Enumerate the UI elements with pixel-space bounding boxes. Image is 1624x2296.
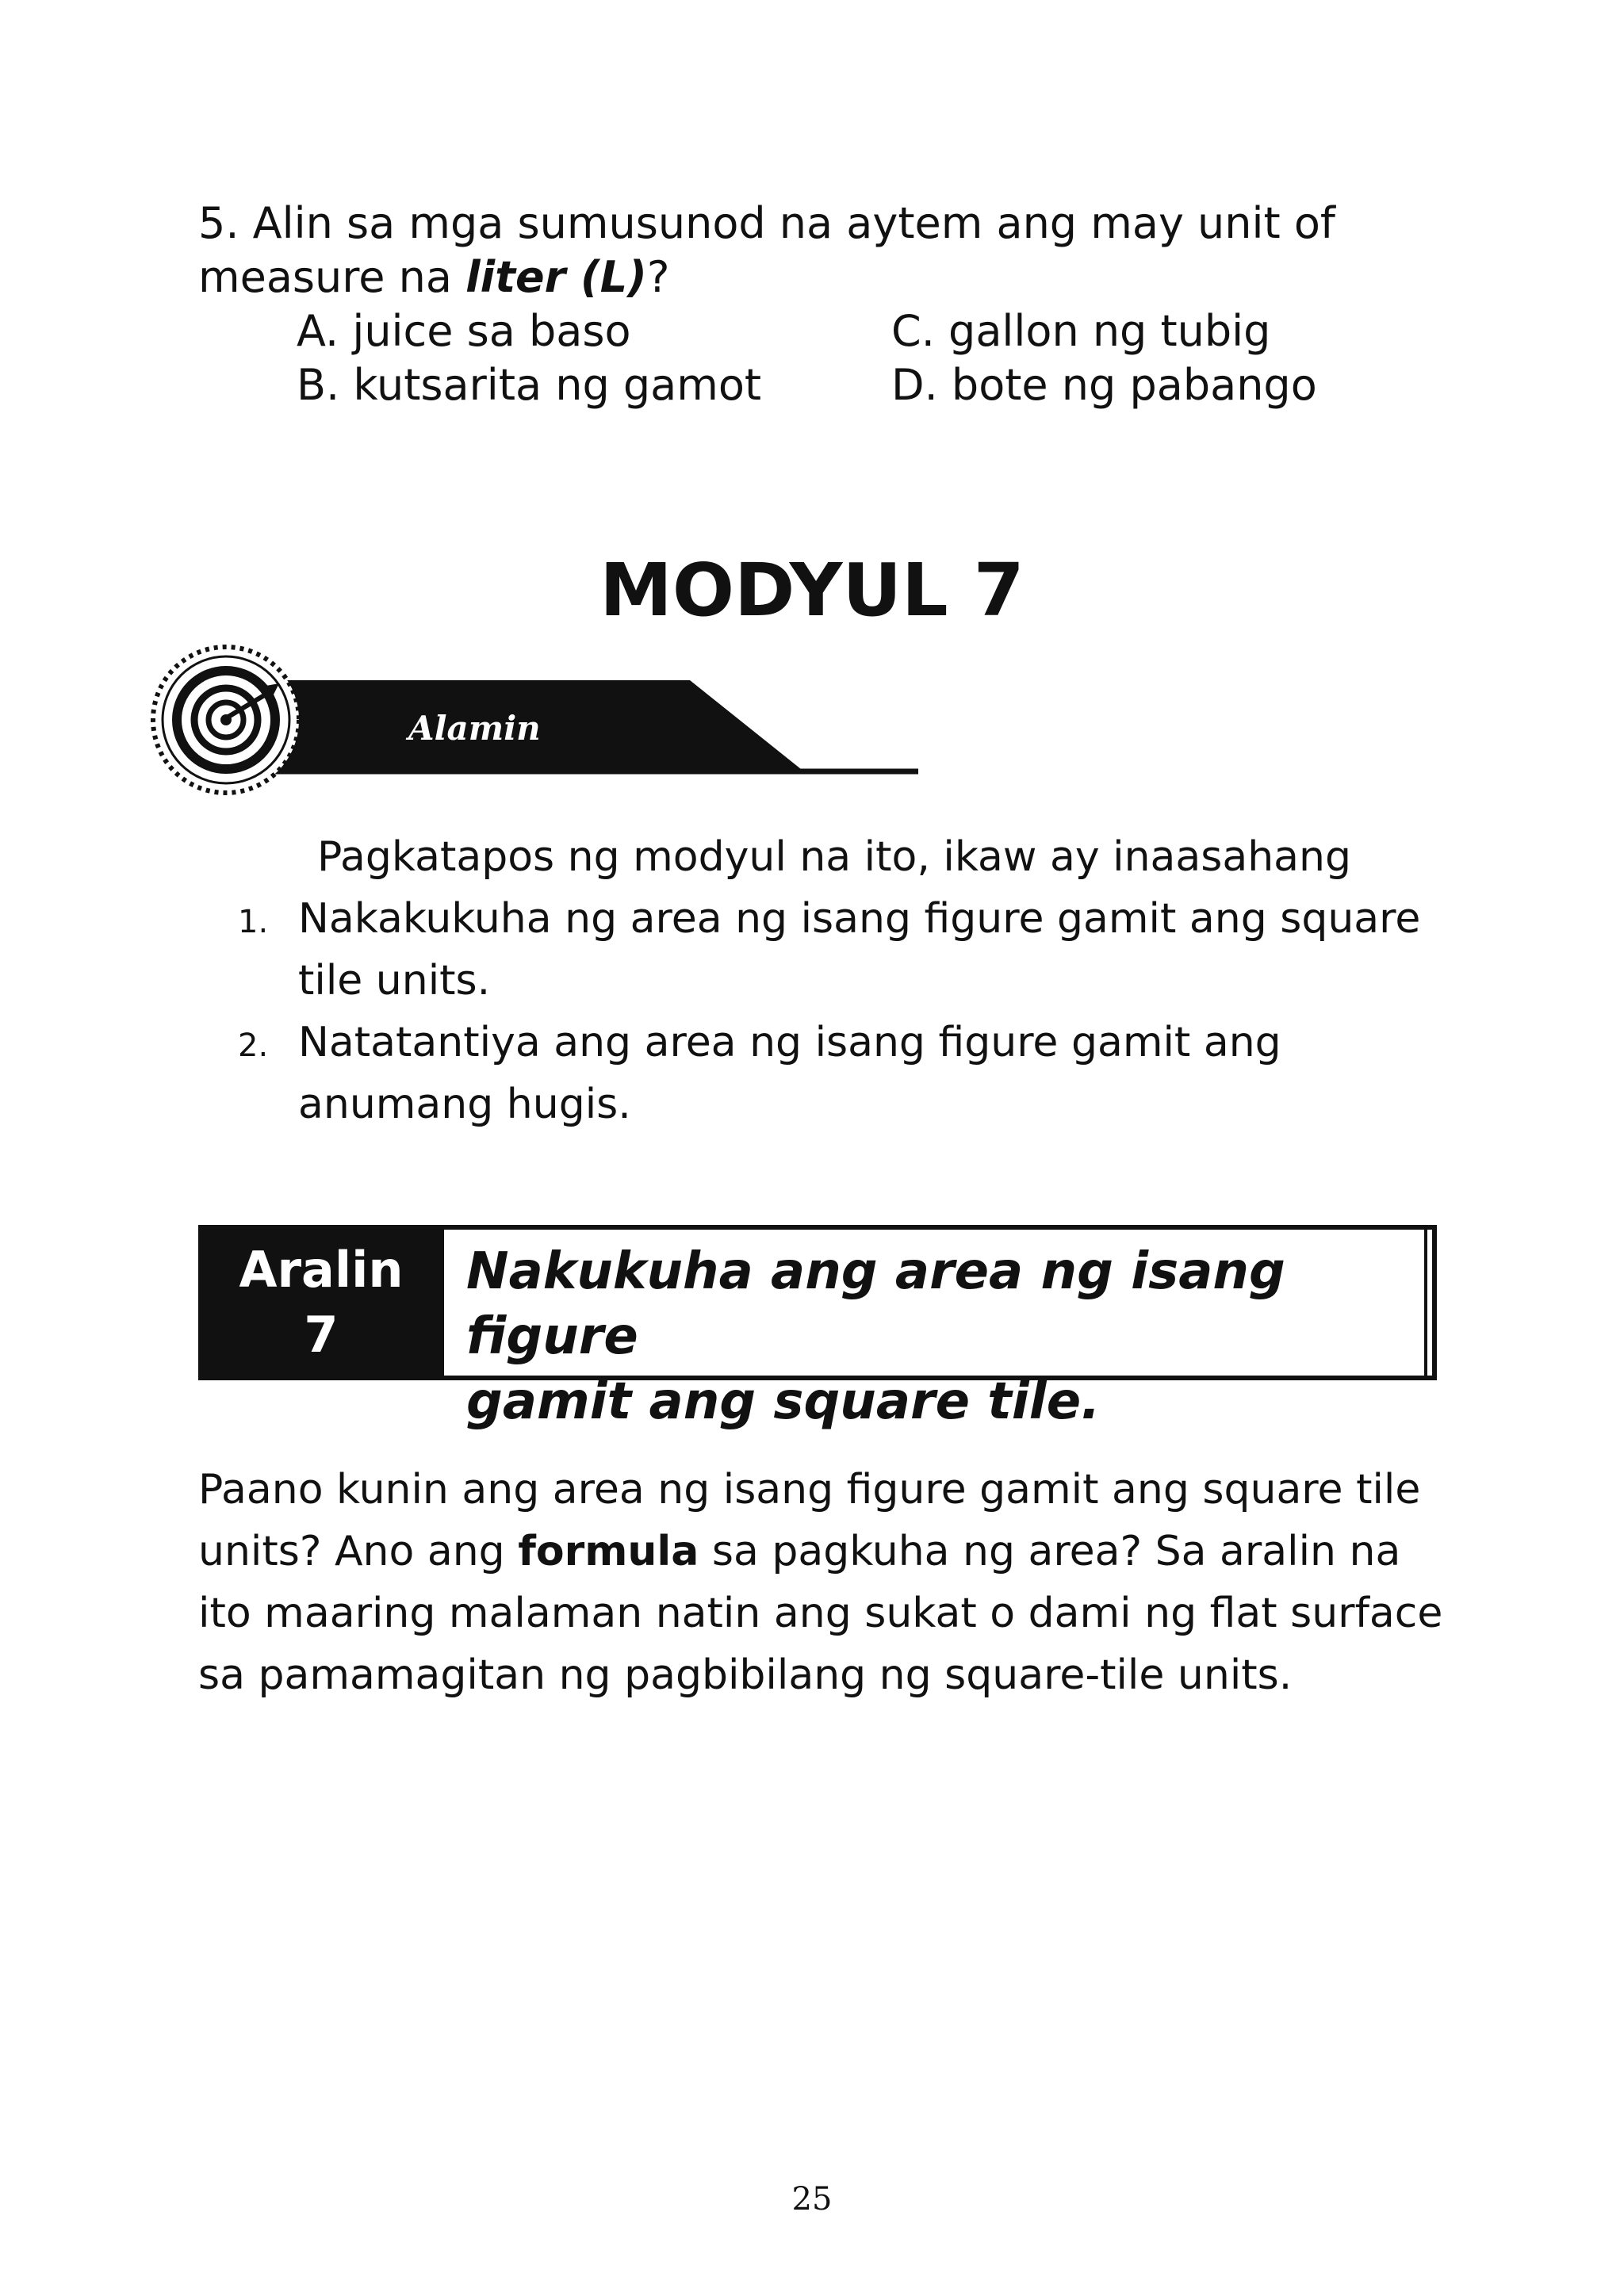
body-bold-term: formula (518, 1528, 699, 1575)
lesson-header (198, 1225, 1437, 1431)
question-5-text (198, 197, 1467, 304)
lesson-title-line-2: gamit ang square tile. (466, 1372, 1101, 1431)
list-item-number: 2. (238, 1027, 269, 1064)
alamin-banner (135, 641, 928, 815)
list-item (238, 1012, 1467, 1135)
module-title: MODYUL 7 (599, 548, 1025, 633)
body-paragraph (198, 1459, 1451, 1706)
question-5-end-mark: ? (646, 252, 670, 302)
list-item (238, 888, 1467, 1012)
body-text-1: Paano kunin ang area ng isang figure gamit ang square tile units? Ano ang (198, 1466, 1421, 1575)
lesson-title-line-1: Nakukuha ang area ng isang figure (466, 1242, 1285, 1366)
lesson-title (439, 1230, 1427, 1431)
choice-c: C. gallon ng tubig (891, 306, 1271, 356)
lesson-label-number: 7 (304, 1306, 339, 1364)
body-text-2: sa pagkuha ng area? Sa aralin na ito maaring malaman natin ang sukat o dami ng flat surface sa pamamagitan ng pagbibilang ng square-tile units. (198, 1528, 1443, 1699)
question-5-emphasis: liter (L) (465, 252, 647, 302)
banner-label: Alamin (408, 709, 541, 748)
choice-a: A. juice sa baso (297, 306, 631, 356)
list-item-number: 1. (238, 904, 269, 940)
list-item-text: Natatantiya ang area ng isang figure gamit ang anumang hugis. (298, 1019, 1281, 1128)
target-arrow-icon (153, 647, 299, 793)
page-number: 25 (791, 2181, 833, 2218)
lesson-label-word: Aralin (239, 1241, 404, 1299)
lesson-label (203, 1230, 439, 1376)
choice-d: D. bote ng pabango (891, 360, 1317, 410)
objectives-list (238, 888, 1467, 1135)
objectives-intro: Pagkatapos ng modyul na ito, ikaw ay inaasahang (317, 833, 1352, 881)
choice-b: B. kutsarita ng gamot (297, 360, 762, 410)
question-5-stem: 5. Alin sa mga sumusunod na aytem ang may unit of measure na (198, 198, 1335, 302)
list-item-text: Nakakukuha ng area ng isang figure gamit ang square tile units. (298, 895, 1421, 1004)
